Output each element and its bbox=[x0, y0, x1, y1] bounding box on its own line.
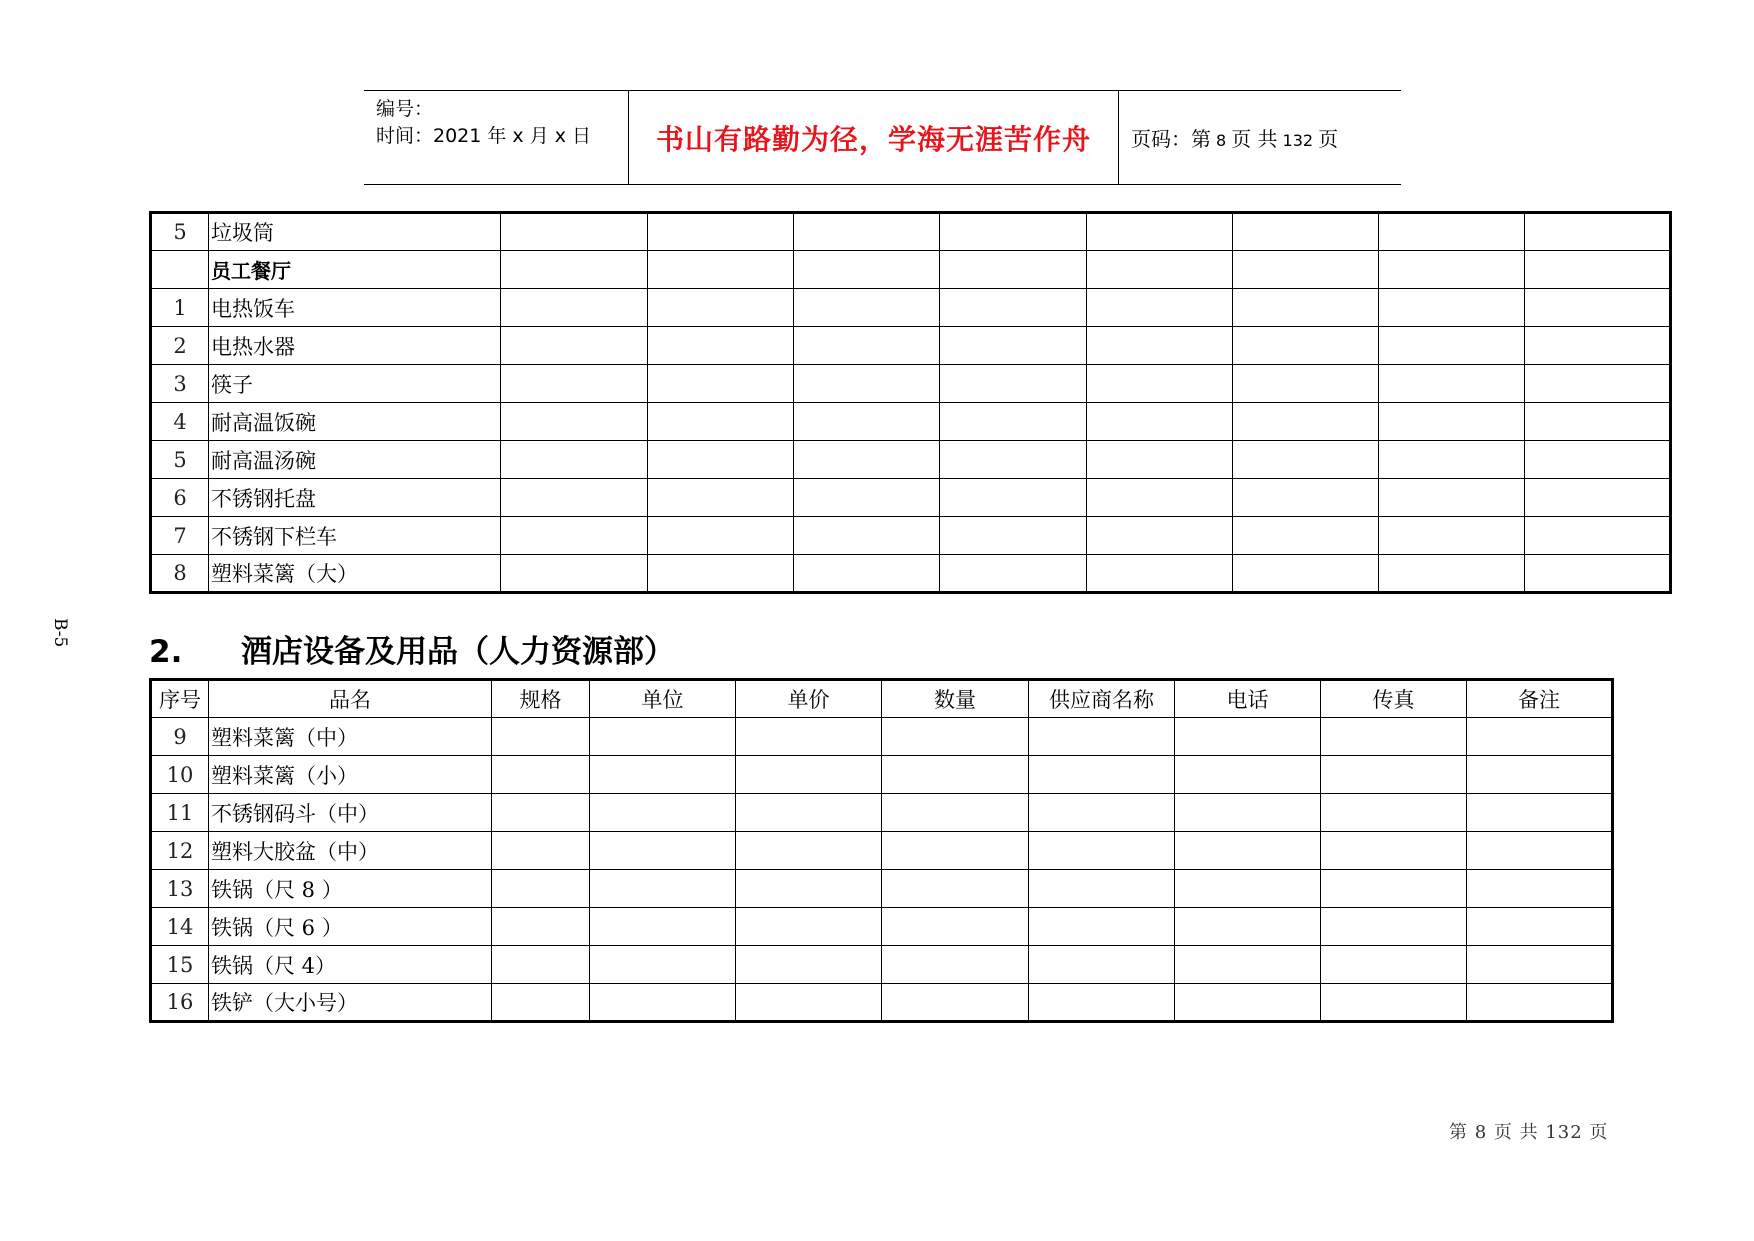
empty-cell bbox=[590, 718, 736, 756]
empty-cell bbox=[1087, 517, 1233, 555]
section-heading bbox=[149, 626, 675, 671]
row-number-cell: 2 bbox=[151, 327, 209, 365]
empty-cell bbox=[1175, 718, 1321, 756]
row-number-cell: 12 bbox=[151, 832, 209, 870]
date-label: 时间：2021 年 x 月 x 日 bbox=[376, 125, 592, 147]
empty-cell bbox=[794, 327, 940, 365]
empty-cell bbox=[794, 517, 940, 555]
pager-mid: 页 共 bbox=[1231, 127, 1278, 151]
item-name-cell: 铁锅（尺 6 ） bbox=[209, 908, 492, 946]
item-name-cell: 塑料大胶盆（中） bbox=[209, 832, 492, 870]
table-row bbox=[151, 756, 1613, 794]
empty-cell bbox=[1525, 403, 1671, 441]
empty-cell bbox=[1321, 946, 1467, 984]
empty-cell bbox=[1321, 794, 1467, 832]
empty-cell bbox=[1467, 794, 1613, 832]
empty-cell bbox=[1087, 479, 1233, 517]
empty-cell bbox=[1525, 479, 1671, 517]
empty-cell bbox=[1087, 251, 1233, 289]
empty-cell bbox=[736, 908, 882, 946]
empty-cell bbox=[882, 794, 1029, 832]
row-number-cell: 6 bbox=[151, 479, 209, 517]
empty-cell bbox=[590, 870, 736, 908]
empty-cell bbox=[492, 946, 590, 984]
empty-cell bbox=[590, 908, 736, 946]
empty-cell bbox=[501, 441, 648, 479]
empty-cell bbox=[1175, 908, 1321, 946]
page-header bbox=[364, 90, 1401, 185]
table-row bbox=[151, 908, 1613, 946]
empty-cell bbox=[1175, 832, 1321, 870]
empty-cell bbox=[492, 908, 590, 946]
item-name-cell: 耐高温饭碗 bbox=[209, 403, 501, 441]
row-number-cell bbox=[151, 251, 209, 289]
empty-cell bbox=[1029, 870, 1175, 908]
row-number-cell: 10 bbox=[151, 756, 209, 794]
empty-cell bbox=[1087, 327, 1233, 365]
empty-cell bbox=[1321, 832, 1467, 870]
table-row bbox=[151, 870, 1613, 908]
empty-cell bbox=[1467, 984, 1613, 1022]
empty-cell bbox=[1379, 555, 1525, 593]
empty-cell bbox=[1087, 365, 1233, 403]
empty-cell bbox=[1087, 441, 1233, 479]
empty-cell bbox=[1379, 251, 1525, 289]
empty-cell bbox=[590, 756, 736, 794]
item-name-cell: 塑料菜篱（小） bbox=[209, 756, 492, 794]
empty-cell bbox=[1525, 213, 1671, 251]
empty-cell bbox=[1175, 870, 1321, 908]
empty-cell bbox=[1379, 441, 1525, 479]
empty-cell bbox=[501, 365, 648, 403]
empty-cell bbox=[882, 908, 1029, 946]
empty-cell bbox=[1321, 756, 1467, 794]
empty-cell bbox=[794, 365, 940, 403]
empty-cell bbox=[1175, 984, 1321, 1022]
empty-cell bbox=[1175, 794, 1321, 832]
motto: 书山有路勤为径，学海无涯苦作舟 bbox=[655, 122, 1091, 156]
empty-cell bbox=[794, 403, 940, 441]
empty-cell bbox=[940, 213, 1087, 251]
empty-cell bbox=[1467, 870, 1613, 908]
empty-cell bbox=[1233, 327, 1379, 365]
empty-cell bbox=[1233, 403, 1379, 441]
empty-cell bbox=[1321, 984, 1467, 1022]
section-number: 2. bbox=[149, 634, 183, 670]
table-row bbox=[151, 251, 1671, 289]
empty-cell bbox=[794, 555, 940, 593]
empty-cell bbox=[1525, 327, 1671, 365]
table-row bbox=[151, 555, 1671, 593]
pager-page: 8 bbox=[1216, 131, 1227, 150]
empty-cell bbox=[492, 756, 590, 794]
item-name-cell: 筷子 bbox=[209, 365, 501, 403]
empty-cell bbox=[882, 946, 1029, 984]
empty-cell bbox=[648, 213, 794, 251]
empty-cell bbox=[940, 441, 1087, 479]
item-name-cell: 塑料菜篱（大） bbox=[209, 555, 501, 593]
empty-cell bbox=[1379, 213, 1525, 251]
code-label: 编号： bbox=[376, 98, 434, 120]
empty-cell bbox=[648, 517, 794, 555]
empty-cell bbox=[1525, 555, 1671, 593]
item-name-cell: 电热水器 bbox=[209, 327, 501, 365]
table-row bbox=[151, 365, 1671, 403]
empty-cell bbox=[648, 479, 794, 517]
empty-cell bbox=[940, 479, 1087, 517]
section-title: 酒店设备及用品（人力资源部） bbox=[241, 634, 675, 670]
empty-cell bbox=[794, 479, 940, 517]
empty-cell bbox=[1029, 946, 1175, 984]
empty-cell bbox=[1321, 870, 1467, 908]
row-number-cell: 8 bbox=[151, 555, 209, 593]
item-name-cell: 垃圾筒 bbox=[209, 213, 501, 251]
header-cell-price: 单价 bbox=[736, 680, 882, 718]
empty-cell bbox=[1233, 289, 1379, 327]
empty-cell bbox=[492, 984, 590, 1022]
empty-cell bbox=[940, 251, 1087, 289]
empty-cell bbox=[1525, 365, 1671, 403]
table-row bbox=[151, 289, 1671, 327]
empty-cell bbox=[1233, 517, 1379, 555]
item-name-cell: 不锈钢托盘 bbox=[209, 479, 501, 517]
empty-cell bbox=[736, 832, 882, 870]
row-number-cell: 13 bbox=[151, 870, 209, 908]
pager-total: 132 bbox=[1282, 131, 1314, 150]
empty-cell bbox=[648, 441, 794, 479]
item-name-cell: 不锈钢下栏车 bbox=[209, 517, 501, 555]
empty-cell bbox=[794, 251, 940, 289]
header-cell-name: 品名 bbox=[209, 680, 492, 718]
empty-cell bbox=[501, 479, 648, 517]
pager-prefix: 页码：第 bbox=[1131, 127, 1211, 151]
row-number-cell: 14 bbox=[151, 908, 209, 946]
table-row bbox=[151, 213, 1671, 251]
empty-cell bbox=[1233, 441, 1379, 479]
empty-cell bbox=[1087, 403, 1233, 441]
table-row bbox=[151, 794, 1613, 832]
empty-cell bbox=[1029, 756, 1175, 794]
empty-cell bbox=[736, 984, 882, 1022]
header-cell-phone: 电话 bbox=[1175, 680, 1321, 718]
empty-cell bbox=[1029, 794, 1175, 832]
empty-cell bbox=[1175, 756, 1321, 794]
empty-cell bbox=[590, 984, 736, 1022]
row-number-cell: 4 bbox=[151, 403, 209, 441]
row-number-cell: 5 bbox=[151, 441, 209, 479]
empty-cell bbox=[1525, 251, 1671, 289]
empty-cell bbox=[501, 251, 648, 289]
table-row bbox=[151, 403, 1671, 441]
empty-cell bbox=[1029, 832, 1175, 870]
table-row bbox=[151, 832, 1613, 870]
empty-cell bbox=[648, 289, 794, 327]
header-cell-unit: 单位 bbox=[590, 680, 736, 718]
header-cell-no: 序号 bbox=[151, 680, 209, 718]
empty-cell bbox=[1467, 946, 1613, 984]
empty-cell bbox=[940, 365, 1087, 403]
pager-suffix: 页 bbox=[1318, 127, 1339, 151]
empty-cell bbox=[940, 289, 1087, 327]
page-footer: 第 8 页 共 132 页 bbox=[1449, 1122, 1609, 1143]
table-row bbox=[151, 517, 1671, 555]
empty-cell bbox=[1525, 441, 1671, 479]
empty-cell bbox=[1087, 289, 1233, 327]
side-mark: B-5 bbox=[50, 618, 70, 648]
empty-cell bbox=[1379, 327, 1525, 365]
header-cell-qty: 数量 bbox=[882, 680, 1029, 718]
empty-cell bbox=[1467, 718, 1613, 756]
empty-cell bbox=[1467, 908, 1613, 946]
empty-cell bbox=[648, 555, 794, 593]
empty-cell bbox=[492, 832, 590, 870]
header-info-cell bbox=[364, 91, 628, 184]
table-row bbox=[151, 479, 1671, 517]
empty-cell bbox=[1467, 756, 1613, 794]
row-number-cell: 1 bbox=[151, 289, 209, 327]
empty-cell bbox=[501, 213, 648, 251]
header-pager-cell bbox=[1119, 91, 1401, 184]
table-row bbox=[151, 984, 1613, 1022]
empty-cell bbox=[940, 517, 1087, 555]
empty-cell bbox=[736, 870, 882, 908]
item-name-cell: 铁锅（尺 8 ） bbox=[209, 870, 492, 908]
empty-cell bbox=[590, 832, 736, 870]
empty-cell bbox=[501, 403, 648, 441]
empty-cell bbox=[1379, 517, 1525, 555]
page-counter bbox=[1131, 123, 1338, 152]
empty-cell bbox=[501, 555, 648, 593]
header-cell-fax: 传真 bbox=[1321, 680, 1467, 718]
empty-cell bbox=[1029, 908, 1175, 946]
empty-cell bbox=[794, 213, 940, 251]
item-name-cell: 塑料菜篱（中） bbox=[209, 718, 492, 756]
empty-cell bbox=[736, 756, 882, 794]
empty-cell bbox=[501, 289, 648, 327]
empty-cell bbox=[940, 555, 1087, 593]
equipment-table-hr bbox=[149, 678, 1614, 1023]
empty-cell bbox=[1087, 555, 1233, 593]
empty-cell bbox=[648, 327, 794, 365]
item-name-cell: 员工餐厅 bbox=[209, 251, 501, 289]
empty-cell bbox=[1233, 251, 1379, 289]
header-cell-remark: 备注 bbox=[1467, 680, 1613, 718]
item-name-cell: 铁铲（大小号） bbox=[209, 984, 492, 1022]
row-number-cell: 9 bbox=[151, 718, 209, 756]
empty-cell bbox=[1379, 479, 1525, 517]
empty-cell bbox=[648, 365, 794, 403]
item-name-cell: 耐高温汤碗 bbox=[209, 441, 501, 479]
empty-cell bbox=[1321, 718, 1467, 756]
empty-cell bbox=[501, 517, 648, 555]
empty-cell bbox=[648, 403, 794, 441]
empty-cell bbox=[1233, 365, 1379, 403]
empty-cell bbox=[794, 289, 940, 327]
empty-cell bbox=[882, 718, 1029, 756]
empty-cell bbox=[590, 794, 736, 832]
empty-cell bbox=[736, 718, 882, 756]
empty-cell bbox=[1087, 213, 1233, 251]
empty-cell bbox=[492, 718, 590, 756]
empty-cell bbox=[1233, 213, 1379, 251]
row-number-cell: 5 bbox=[151, 213, 209, 251]
empty-cell bbox=[1379, 403, 1525, 441]
empty-cell bbox=[736, 946, 882, 984]
row-number-cell: 15 bbox=[151, 946, 209, 984]
item-name-cell: 铁锅（尺 4） bbox=[209, 946, 492, 984]
equipment-table-continued bbox=[149, 211, 1672, 594]
empty-cell bbox=[882, 756, 1029, 794]
empty-cell bbox=[1029, 984, 1175, 1022]
empty-cell bbox=[1321, 908, 1467, 946]
empty-cell bbox=[1233, 479, 1379, 517]
empty-cell bbox=[590, 946, 736, 984]
empty-cell bbox=[1525, 517, 1671, 555]
empty-cell bbox=[1029, 718, 1175, 756]
empty-cell bbox=[1233, 555, 1379, 593]
empty-cell bbox=[1379, 289, 1525, 327]
row-number-cell: 3 bbox=[151, 365, 209, 403]
empty-cell bbox=[1175, 946, 1321, 984]
empty-cell bbox=[794, 441, 940, 479]
table-row bbox=[151, 441, 1671, 479]
header-motto-cell bbox=[628, 91, 1119, 184]
empty-cell bbox=[736, 794, 882, 832]
empty-cell bbox=[1467, 832, 1613, 870]
empty-cell bbox=[492, 794, 590, 832]
row-number-cell: 11 bbox=[151, 794, 209, 832]
item-name-cell: 不锈钢码斗（中） bbox=[209, 794, 492, 832]
empty-cell bbox=[940, 403, 1087, 441]
table-row bbox=[151, 946, 1613, 984]
table-header-row bbox=[151, 680, 1613, 718]
empty-cell bbox=[1525, 289, 1671, 327]
empty-cell bbox=[501, 327, 648, 365]
empty-cell bbox=[882, 984, 1029, 1022]
row-number-cell: 7 bbox=[151, 517, 209, 555]
empty-cell bbox=[648, 251, 794, 289]
header-cell-supplier: 供应商名称 bbox=[1029, 680, 1175, 718]
empty-cell bbox=[492, 870, 590, 908]
row-number-cell: 16 bbox=[151, 984, 209, 1022]
item-name-cell: 电热饭车 bbox=[209, 289, 501, 327]
empty-cell bbox=[882, 870, 1029, 908]
empty-cell bbox=[882, 832, 1029, 870]
table-row bbox=[151, 718, 1613, 756]
empty-cell bbox=[940, 327, 1087, 365]
header-cell-spec: 规格 bbox=[492, 680, 590, 718]
table-row bbox=[151, 327, 1671, 365]
empty-cell bbox=[1379, 365, 1525, 403]
